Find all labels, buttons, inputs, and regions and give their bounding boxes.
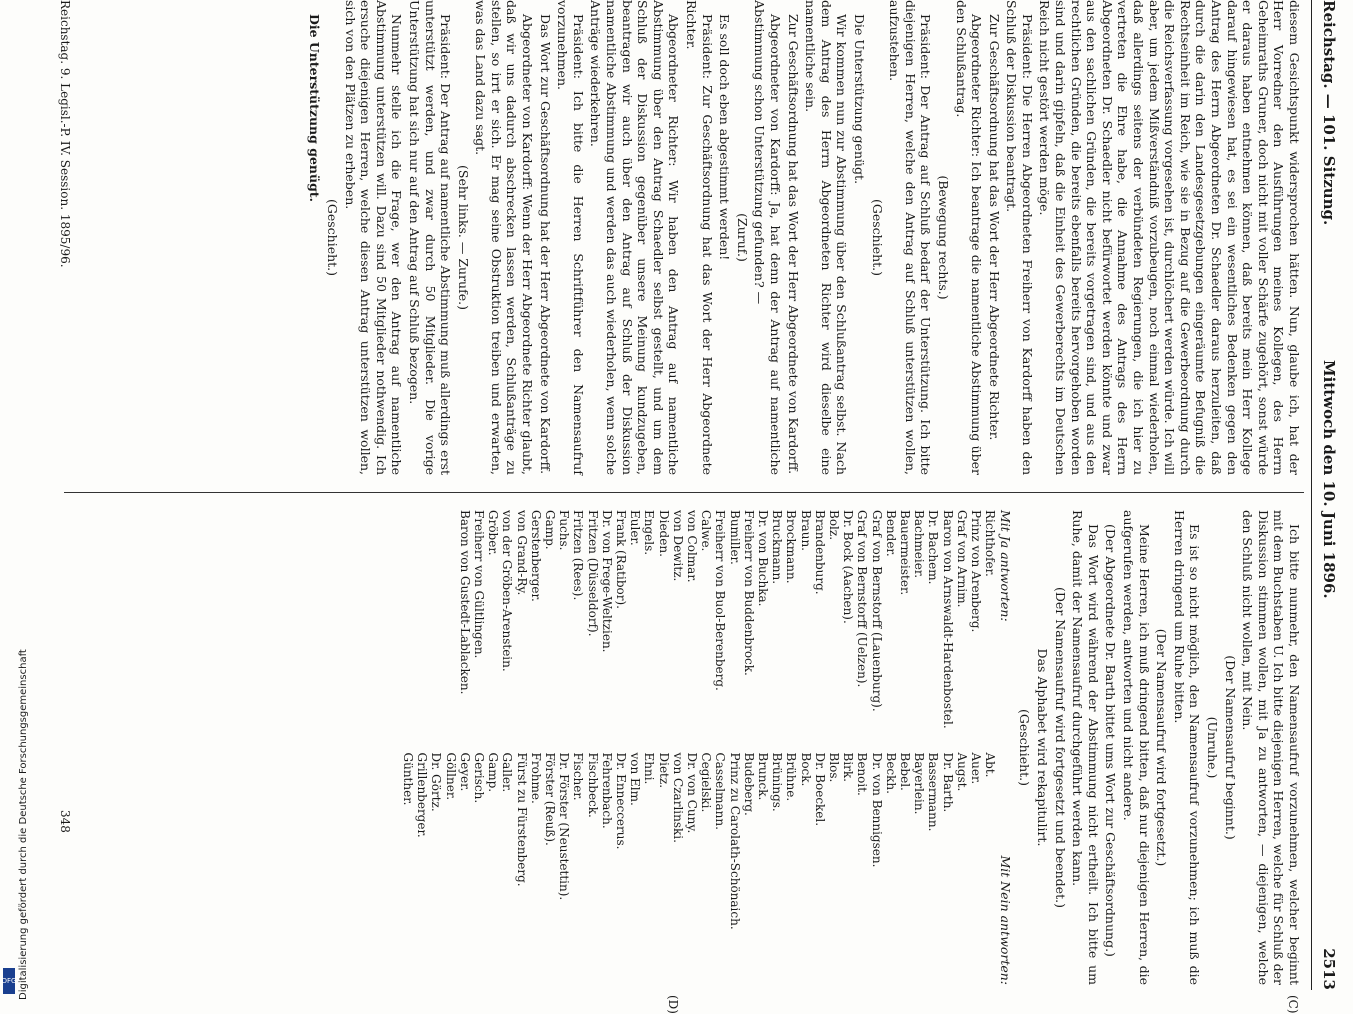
voter-name: Blos. [827,752,842,783]
nein-heading: Mit Nein antworten: [997,855,1013,985]
voter-name: Richthofer. [983,510,998,577]
paragraph: (Der Abgeordnete Dr. Barth bittet ums Wort zur Geschäftsordnung.) [1103,524,1119,957]
voter-name: Bauermeister. [898,510,913,596]
voter-name: Dr. von Bennigsen. [869,752,884,868]
voter-name: Freiherr von Buddenbrock. [741,510,756,676]
paragraph: Zur Geschäftsordnung hat das Wort der Herr Abgeordnete Richter. [986,14,1002,441]
paragraph: Es soll doch eben abgestimmt werden! [717,14,733,261]
page-header [1314,0,1340,990]
voter-name: Dr. Bachem. [926,510,941,585]
remark: (Der Namensaufruf wird fortgesetzt und beendet.) [1052,587,1068,908]
voter-name: Augst. [954,752,969,792]
column-divider [64,492,1304,493]
voter-name: Gröber. [486,510,501,556]
digitization-credit: Digitalisierung gefördert durch die Deutsche Forschungsgemeinschaft [18,649,29,1000]
remark: (Geschieht.) [1017,708,1033,787]
voter-name: Calwe. [699,510,714,552]
footer-left: Reichstag. 9. Legisl.-P. IV. Session. 1895/96. [58,0,72,268]
voter-name: Fritzen (Rees). [571,510,586,601]
voter-name: von Grand-Ry. [514,510,529,596]
voter-name: Graf von Bernstorff (Uelzen). [855,510,870,688]
voter-name: Gamp. [486,752,501,793]
paragraph: Abgeordneter von Kardorff: Wenn der Herr Abgeordnete Richter glaubt, daß wir uns dadurch abschrecken lassen werden, Schlußanträge zu stellen, so irrt er sich. Er mag seine Obstruktion treiben und erwarten, was das Land dazu sagt. [473,0,536,475]
remark: (Der Namensaufruf wird fortgesetzt.) [1154,628,1170,867]
voter-name: Göllner. [443,752,458,801]
voter-name: Gerstenberger. [528,510,543,602]
voter-name: Bender. [883,510,898,557]
paragraph: Präsident: Zur Geschäftsordnung hat das Wort der Herr Abgeordnete Richter. [684,0,715,475]
paragraph: Das Wort zur Geschäftsordnung hat der Herr Abgeordnete von Kardorff. [537,14,553,475]
voter-name: Günther. [400,752,415,806]
voter-name: Baron von Arnswaldt-Hardenbostel. [940,510,955,729]
remark: (Sehr links. — Zurufe.) [455,165,471,310]
remark: Das Alphabet wird rekapitulirt. [1035,648,1051,847]
dfg-logo: DFG [3,968,15,994]
voter-name: Frank (Ratibor). [614,510,629,609]
paragraph: Nunmehr stelle ich die Frage, wer den Antrag auf namentliche Abstimmung unterstützen will. Dazu sind 50 Mitglieder nothwendig. Ich ersuche diejenigen Herren, welche diesen Antrag unterstützen wollen, sich von den Plätzen zu erheben. [342,0,405,475]
voter-name: Casselmann. [713,752,728,830]
voter-name: Prinz von Arenberg. [969,510,984,633]
voter-name: Dr. von Buchka. [756,510,771,607]
voter-name: Galler. [500,752,515,793]
voter-name: Brandenburg. [812,510,827,595]
voter-name: Ehni. [642,752,657,785]
voter-name: Brunck. [756,752,771,801]
paragraph: Wir kommen nun zur Abstimmung über den Schlußantrag selbst. Nach dem Antrag des Herrn Abgeordneten Richter wird dieselbe eine namentliche sein. [803,0,850,475]
voter-name: Birk. [841,752,856,782]
paragraph: Abgeordneter Richter: Wir haben den Antrag auf namentliche Abstimmung über den Antrag Schaedler selbst gestellt, und um dem Schluß der Diskussion gegenüber unsere Meinung kundzugeben, beantragen wir auch über den Antrag auf Schluß der Diskussion namentliche Abstimmung und werden das auch wiederholen, wenn solche Anträge wiederkehren. [588,0,682,475]
remark: (Bewegung rechts.) [935,175,951,300]
margin-mark-d: (D) [666,995,680,1014]
voter-name: von der Gröben-Arenstein. [500,510,515,672]
voter-name: Brünings. [770,752,785,812]
voter-name: Dr. Bock (Aachen). [841,510,856,624]
voter-name: Dietz. [656,752,671,789]
voter-name: Auer. [969,752,984,785]
nein-names [401,753,998,986]
voter-name: Budeberg. [741,752,756,816]
voter-name: Graf von Bernstorff (Lauenburg). [869,510,884,712]
voter-name: Cegielski. [699,752,714,813]
voter-name: Brockmann. [784,510,799,584]
voter-name: Bolz. [827,510,842,541]
voter-name: Fürst zu Fürstenberg. [514,752,529,887]
remark: (Geschieht.) [869,198,885,277]
margin-mark-c: (C) [1286,995,1300,1014]
voter-name: Dr. Enneccerus. [614,752,629,850]
voter-name: Bachmeier. [912,510,927,579]
paragraph: Abgeordneter Richter: Ich beantrage die namentliche Abstimmung über den Schlußantrag. [953,0,985,475]
voter-name: Dr. Boeckel. [812,752,827,827]
right-column [401,510,1302,985]
voter-name: Bock. [798,752,813,787]
header-rule [1311,0,1312,990]
paragraph: Präsident: Der Antrag auf Schluß bedarf der Unterstützung. Ich bitte diejenigen Herren, welche den Antrag auf Schluß unterstützen wollen, aufzustehen. [887,0,934,475]
vote-headings [997,510,1013,985]
voter-name: Braun. [798,510,813,551]
paragraph: Meine Herren, ich muß dringend bitten, daß nur diejenigen Herren, die aufgerufen werden, antworten und nicht andere. [1121,510,1152,985]
voter-name: Fehrenbach. [599,752,614,829]
paragraph: Das Wort wird während der Abstimmung nicht ertheilt. Ich bitte um Ruhe, damit der Namensaufruf durchgeführt werden kann. [1070,510,1101,985]
voter-name: Fischbeck. [585,752,600,818]
voter-name: Dr. von Cuny. [685,752,700,834]
voter-name: Beckh. [883,752,898,794]
voter-name: von Elm. [628,752,643,806]
voter-name: Gerisch. [472,752,486,804]
voter-name: Dieden. [656,510,671,557]
voter-name: Brühne. [784,752,799,802]
voter-name: von Czarlinski. [670,752,685,843]
voter-name: Dr. Förster (Neustettin). [557,752,572,901]
voter-name: Euler. [628,510,643,546]
ja-heading: Mit Ja antworten: [997,510,1013,622]
voter-name: Baron von Gustedt-Lablacken. [457,510,472,695]
voter-name: Freiherr von Buol-Berenberg. [713,510,728,691]
voter-name: Engels. [642,510,657,556]
paragraph: Präsident: Die Herren Abgeordneten Freiherr von Kardorff haben den Schluß der Diskussion beantragt. [1004,0,1035,475]
paragraph: Es ist so nicht möglich, den Namensaufruf vorzunehmen; ich muß die Herren dringend um Ruhe bitten. [1171,510,1203,985]
voter-name: Bruckmann. [770,510,785,585]
paragraph: Die Unterstützung genügt. [307,14,323,202]
voter-name: Graf von Arnim. [954,510,969,608]
voter-name: Prinz zu Carolath-Schönaich. [727,752,742,930]
voter-name: Gamp. [543,510,558,550]
voter-name: Fritzen (Düsseldorf). [585,510,600,637]
remark: (Geschieht.) [324,198,340,277]
voter-name: Dr. Barth. [940,752,955,813]
voter-name: Grillenberger. [415,752,430,838]
ja-names [401,510,998,743]
rotated-page [40,0,1340,1014]
remark: (Zuruf.) [734,213,750,262]
vote-lists [401,510,998,985]
voter-name: Dr. von Frege-Weltzien. [599,510,614,653]
voter-name: Geyer. [457,752,472,792]
left-column [305,0,1302,475]
voter-name: von Colmar. [685,510,700,583]
voter-name: Freiherr von Gültlingen. [472,510,486,659]
paragraph: Abgeordneter von Kardorff: Ja, hat denn der Antrag auf namentliche Abstimmung schon Unterstützung gefunden? — [752,0,783,475]
voter-name: Bayerlein. [912,752,927,815]
paragraph: Präsident: Ich bitte die Herren Schriftführer den Namensaufruf vorzunehmen. [555,0,586,475]
header-left: Reichstag. — 101. Sitzung. [1320,0,1338,226]
header-date: Mittwoch den 10. Juni 1896. [1320,360,1338,599]
voter-name: Abt. [983,752,998,778]
voter-name: Bassermann. [926,752,941,832]
voter-name: Benoit. [855,752,870,796]
paragraph: Die Unterstützung genügt. [851,14,867,185]
paragraph: Zur Geschäftsordnung hat das Wort der Herr Abgeordnete von Kardorff. [785,14,801,475]
footer-page-number: 348 [58,810,72,833]
voter-name: Förster (Reuß). [543,752,558,846]
voter-name: Dr. Görtz. [429,752,444,812]
remark: (Der Namensaufruf beginnt.) [1222,655,1238,840]
remark: (Unruhe.) [1205,716,1221,779]
page-number: 2513 [1320,948,1338,990]
voter-name: Bebel. [898,752,913,791]
voter-name: Fuchs. [557,510,572,551]
voter-name: Bumiller. [727,510,742,565]
paragraph: diesem Gesichtspunkt widersprochen hätten. Nun, glaube ich, hat der Herr Vorredner den Ausführungen meines Kollegen, des Herrn Geheimraths Gruner, doch nicht mit voller Schärfe zugehört, sonst würde er daraus haben entnehmen können, daß bereits mein Herr Kollege darauf hingewiesen hat, es sei ein wesentliches Bedenken gegen den Antrag des Herrn Abgeordneten Dr. Schaedler daraus herzuleiten, daß durch die darin den Landesgesetzgebungen eingeräumte Befugniß die Rechtseinheit im Reich, wie sie in Bezug auf die Gewerbeordnung durch die Reichsverfassung vorgesehen ist, durchlöchert werden würde. Ich will aber, um jedem Mißverständniß vorzubeugen, noch einmal wiederholen, daß allerdings seitens der verbündeten Regierungen, die ich hier zu vertreten die Ehre habe, die Annahme des Antrags des Herrn Abgeordneten Dr. Schaedler nicht befürwortet werden könnte und zwar aus den sachlichen Gründen, die bereits vorgetragen sind, und aus den rechtlichen Gründen, die bereits ebenfalls bereits hervorgehoben worden sind und darin gipfeln, daß die Einheit des Gewerberechts im Deutschen Reich nicht gestört werden möge. [1037,0,1302,475]
voter-name: Frohme. [528,752,543,804]
voter-name: von Dewitz. [670,510,685,582]
paragraph: Ich bitte nunmehr, den Namensaufruf vorzunehmen, welcher beginnt mit dem Buchstaben U. Ich bitte diejenigen Herren, welche für Schluß der Diskussion stimmen wollen, mit Ja zu antworten, — diejenigen, welche den Schluß nicht wollen, mit Nein. [1240,510,1302,985]
voter-name: Fischer. [571,752,586,801]
paragraph: Präsident: Der Antrag auf namentliche Abstimmung muß allerdings erst unterstützt werden, und zwar durch 50 Mitglieder. Die vorige Unterstützung hat sich nur auf den Antrag auf Schluß bezogen. [406,0,454,475]
